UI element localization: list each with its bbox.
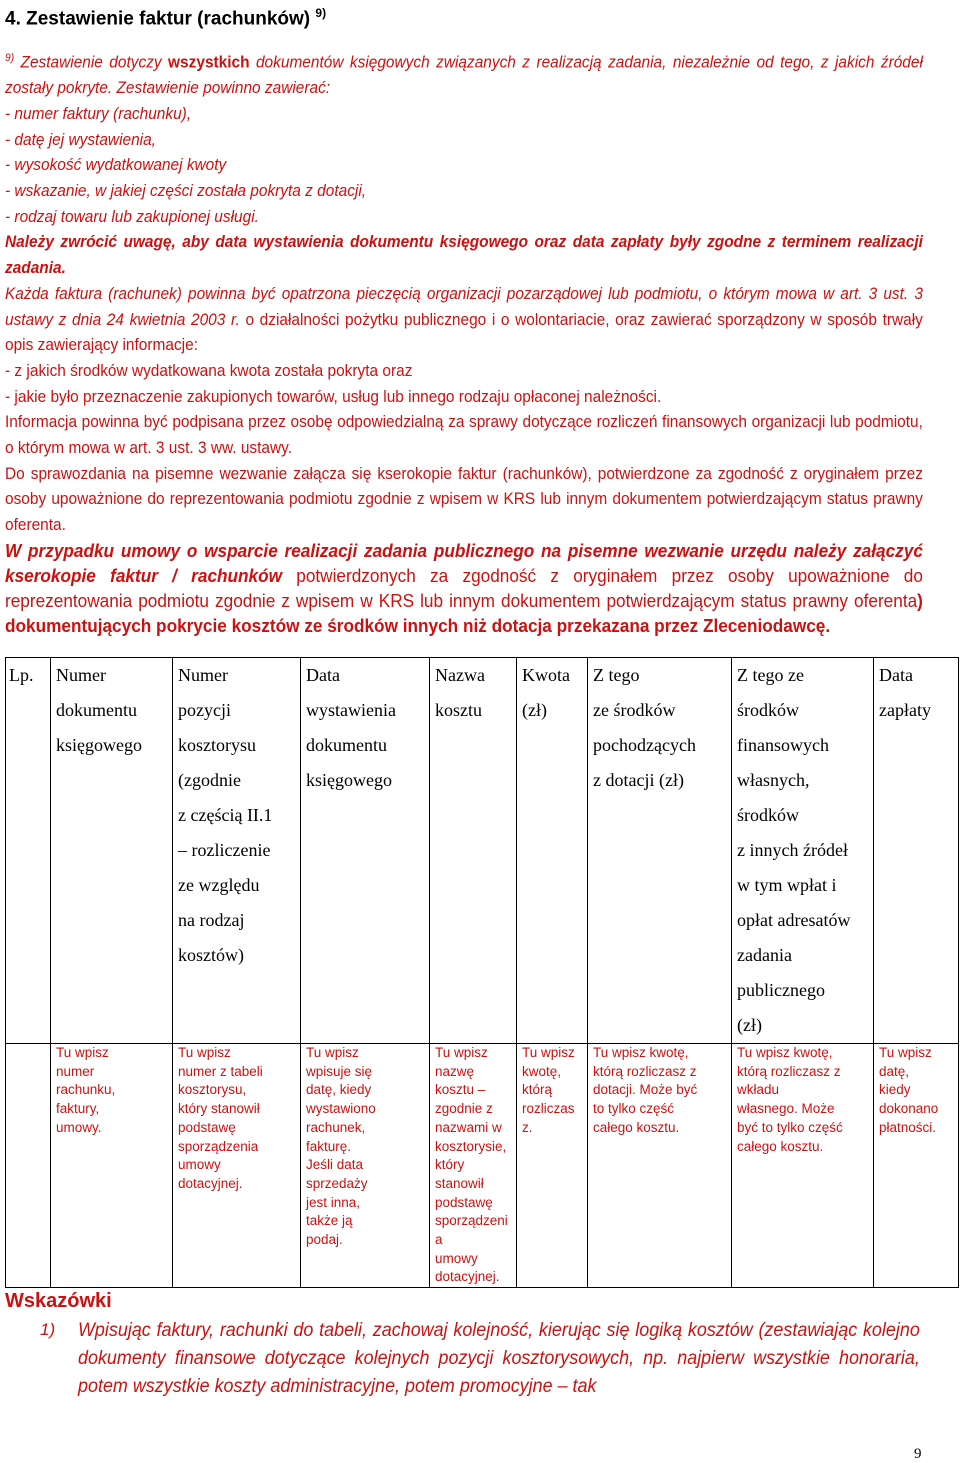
hint-number: 1) xyxy=(40,1320,56,1339)
instruction-cell-payment-date[interactable]: Tu wpisz datę, kiedy dokonano płatności. xyxy=(874,1044,959,1288)
stamp-list-item: - z jakich środków wydatkowana kwota została pokryta oraz xyxy=(5,360,413,380)
instruction-cell-document-number[interactable]: Tu wpisz numer rachunku, faktury, umowy. xyxy=(51,1044,173,1288)
hints-title: Wskazówki xyxy=(5,1290,112,1312)
support-note xyxy=(5,538,923,638)
copies-note: Do sprawozdania na pisemne wezwanie załącza się kserokopie faktur (rachunków), potwierdzone za zgodność z oryginałem przez osoby upoważnione do reprezentowania podmiotu zgodnie z wpisem w KRS lub innym dokumentem potwierdzającym status prawny oferenta. xyxy=(5,463,923,535)
page-number: 9 xyxy=(914,1446,922,1462)
table-header-row xyxy=(6,658,959,1044)
required-list-item: - rodzaj towaru lub zakupionej usługi. xyxy=(5,206,259,226)
stamp-list-item: - jakie było przeznaczenie zakupionych towarów, usług lub innego rodzaju opłaconej należności. xyxy=(5,386,662,406)
support-bold-b: ) dokumentujących pokrycie kosztów ze środków innych niż dotacja przekazana przez Zleceniodawcę. xyxy=(5,589,923,636)
header-cell-issue-date: Data wystawienia dokumentu księgowego xyxy=(301,658,430,1044)
support-plain: potwierdzonych za zgodność z oryginałem przez osoby upoważnione do reprezentowania podmiotu zgodnie z wpisem w KRS lub innym dokumentem potwierdzającym status prawny oferenta xyxy=(5,564,923,611)
stamp-note-a: Każda faktura (rachunek) powinna być opatrzona pieczęcią organizacji pozarządowej lub podmiotu, o którym mowa w art. 3 ust. 3 ustawy z dnia 24 kwietnia 2003 r. xyxy=(5,283,923,329)
attention-note: Należy zwrócić uwagę, aby data wystawienia dokumentu księgowego oraz data zapłaty były zgodne z terminem realizacji zadania. xyxy=(5,232,923,278)
instruction-cell-cost-name[interactable]: Tu wpisz nazwę kosztu – zgodnie z nazwami w kosztorysie, który stanowił podstawę sporządzeni a umowy dotacyjnej. xyxy=(430,1044,517,1288)
header-cell-document-number: Numer dokumentu księgowego xyxy=(51,658,173,1044)
hints-list xyxy=(40,1316,922,1400)
section-heading-text: 4. Zestawienie faktur (rachunków) xyxy=(5,8,311,30)
footnote-notes xyxy=(5,46,923,638)
hint-text: Wpisując faktury, rachunki do tabeli, zachowaj kolejność, kierując się logiką kosztów (zestawiając kolejno dokumenty finansowe dotyczące kolejnych pozycji kosztorysowych, np. najpierw wszystkie honoraria, potem wszystkie koszty administracyjne, potem promocyjne – tak xyxy=(78,1319,920,1397)
intro-bold: wszystkich xyxy=(168,52,250,72)
intro-text-b: dokumentów księgowych związanych z realizacją zadania, niezależnie od tego, z jakich źródeł zostały pokryte. Zestawienie powinno zawierać: xyxy=(5,52,923,98)
table-instruction-row xyxy=(6,1044,959,1288)
instruction-cell-grant-share[interactable]: Tu wpisz kwotę, którą rozliczasz z dotacji. Może być to tylko część całego kosztu. xyxy=(588,1044,732,1288)
header-cell-amount: Kwota (zł) xyxy=(517,658,588,1044)
section-heading-footnote-ref: 9) xyxy=(315,6,327,20)
invoice-table xyxy=(5,657,959,1288)
required-list-item: - wysokość wydatkowanej kwoty xyxy=(5,155,227,175)
header-cell-cost-name: Nazwa kosztu xyxy=(430,658,517,1044)
intro-text-a: Zestawienie dotyczy xyxy=(14,52,169,72)
stamp-note-b: o działalności pożytku publicznego i o wolontariacie, oraz zawierać sporządzony w sposób trwały opis zawierający informacje: xyxy=(5,309,923,355)
section-heading xyxy=(5,6,905,30)
footnote-intro xyxy=(5,46,923,101)
header-cell-budget-position: Numer pozycji kosztorysu (zgodnie z częścią II.1 – rozliczenie ze względu na rodzaj kosztów) xyxy=(173,658,301,1044)
required-list-item: - wskazanie, w jakiej części została pokryta z dotacji, xyxy=(5,181,367,201)
header-cell-payment-date: Data zapłaty xyxy=(874,658,959,1044)
required-list-item: - datę jej wystawienia, xyxy=(5,129,156,149)
stamp-note xyxy=(5,281,923,358)
instruction-cell-lp[interactable] xyxy=(6,1044,51,1288)
instruction-cell-issue-date[interactable]: Tu wpisz wpisuje się datę, kiedy wystawiono rachunek, fakturę. Jeśli data sprzedaży jest inna, także ją podaj. xyxy=(301,1044,430,1288)
required-list-item: - numer faktury (rachunku), xyxy=(5,103,192,123)
header-cell-own-funds: Z tego ze środków finansowych własnych, środków z innych źródeł w tym wpłat i opłat adresatów zadania publicznego (zł) xyxy=(732,658,874,1044)
header-cell-lp: Lp. xyxy=(6,658,51,1044)
footnote-mark: 9) xyxy=(5,52,15,64)
instruction-cell-own-funds[interactable]: Tu wpisz kwotę, którą rozliczasz z wkładu własnego. Może być to tylko część całego kosztu. xyxy=(732,1044,874,1288)
instruction-cell-amount[interactable]: Tu wpisz kwotę, którą rozliczas z. xyxy=(517,1044,588,1288)
support-bold-a: W przypadku umowy o wsparcie realizacji zadania publicznego na pisemne wezwanie urzędu należy załączyć kserokopie faktur / rachunków xyxy=(5,539,923,586)
signature-note: Informacja powinna być podpisana przez osobę odpowiedzialną za sprawy dotyczące rozliczeń finansowych organizacji lub podmiotu, o którym mowa w art. 3 ust. 3 ww. ustawy. xyxy=(5,412,923,458)
instruction-cell-budget-position[interactable]: Tu wpisz numer z tabeli kosztorysu, który stanowił podstawę sporządzenia umowy dotacyjnej. xyxy=(173,1044,301,1288)
header-cell-grant-share: Z tego ze środków pochodzących z dotacji (zł) xyxy=(588,658,732,1044)
